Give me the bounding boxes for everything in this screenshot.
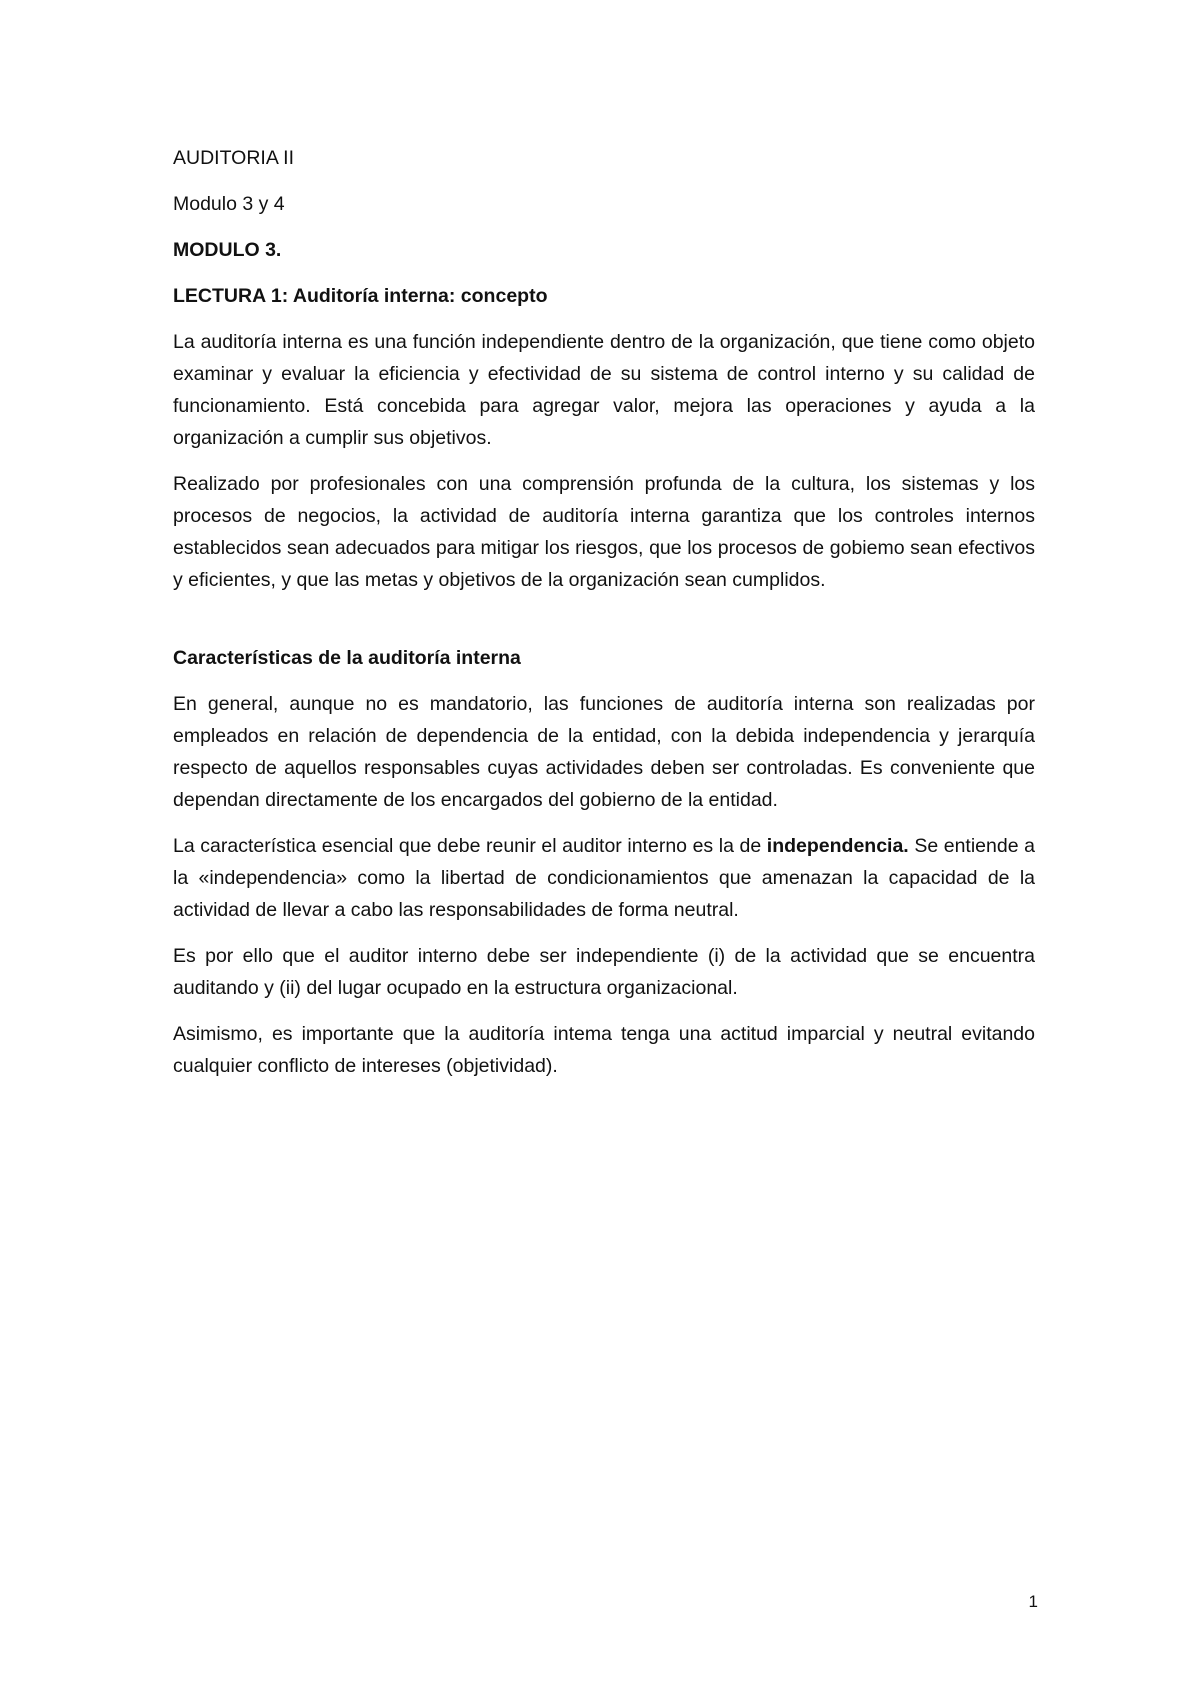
- paragraph-concept: La auditoría interna es una función independiente dentro de la organización, que tiene como objeto examinar y evaluar la eficiencia y efectividad de su sistema de control interno y su calidad de funcionamiento. Está concebida para agregar valor, mejora las operaciones y ayuda a la organización a cumplir sus objetivos.: [173, 331, 1035, 449]
- course-title: AUDITORIA II: [173, 147, 294, 169]
- reading-heading: LECTURA 1: Auditoría interna: concepto: [173, 285, 548, 307]
- paragraph-professionals: Realizado por profesionales con una comprensión profunda de la cultura, los sistemas y los procesos de negocios, la actividad de auditoría interna garantiza que los controles internos establecidos sean adecuados para mitigar los riesgos, que los procesos de gobiemo sean efectivos y eficientes, y que las metas y objetivos de la organización sean cumplidos.: [173, 473, 1035, 591]
- modules-subtitle: Modulo 3 y 4: [173, 193, 285, 215]
- paragraph-independence-intro: La característica esencial que debe reunir el auditor interno es la de: [173, 835, 767, 857]
- independence-emphasis: independencia.: [766, 835, 909, 857]
- module-heading: MODULO 3.: [173, 239, 282, 261]
- page-number: 1: [1028, 1592, 1038, 1611]
- paragraph-general: En general, aunque no es mandatorio, las funciones de auditoría interna son realizadas por empleados en relación de dependencia de la entidad, con la debida independencia y jerarquía respecto de aquellos responsables cuyas actividades deben ser controladas. Es conveniente que dependan directamente de los encargados del gobierno de la entidad.: [173, 693, 1035, 811]
- paragraph-independence: [173, 830, 1035, 926]
- paragraph-auditor: Es por ello que el auditor interno debe ser independiente (i) de la actividad que se encuentra auditando y (ii) del lugar ocupado en la estructura organizacional.: [173, 945, 1035, 999]
- paragraph-objectivity: Asimismo, es importante que la auditoría intema tenga una actitud imparcial y neutral evitando cualquier conflicto de intereses (objetividad).: [173, 1023, 1035, 1077]
- paragraph-independence-rest: Se entiende a la «independencia» como la libertad de condicionamientos que amenazan la capacidad de la actividad de llevar a cabo las responsabilidades de forma neutral.: [173, 835, 1035, 921]
- section-heading-characteristics: Características de la auditoría interna: [173, 647, 521, 669]
- document-body: [173, 142, 1035, 1096]
